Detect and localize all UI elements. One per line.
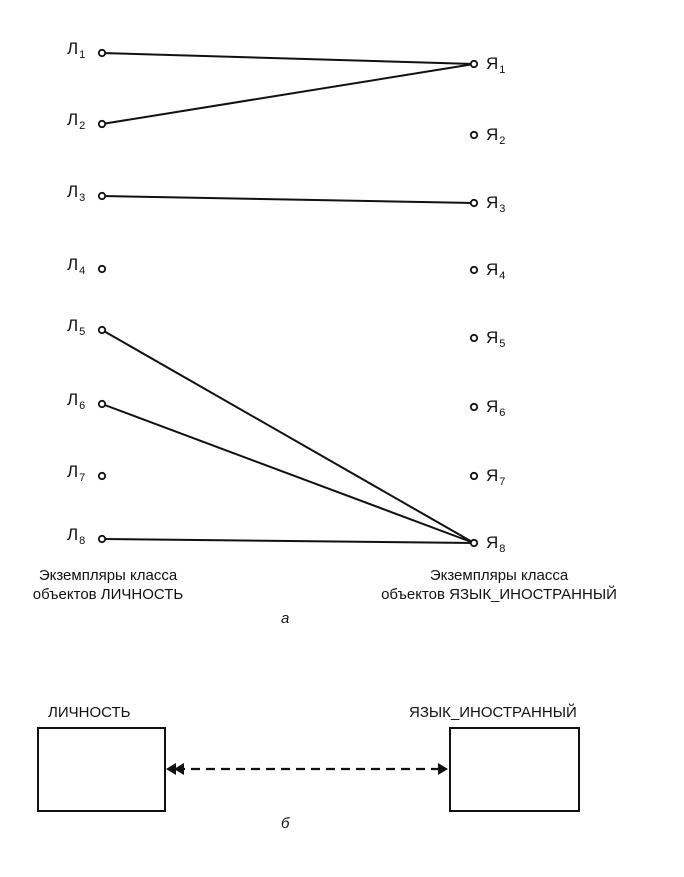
node-label-l2-index: 2 (79, 120, 86, 132)
node-label-l8-index: 8 (79, 535, 86, 547)
link-l5-ya8 (102, 330, 474, 543)
node-label-l1 (67, 39, 85, 61)
node-label-ya3-index: 3 (499, 203, 506, 215)
node-label-ya3 (486, 193, 505, 215)
arrow-head-right-icon (438, 763, 448, 775)
node-l4-dot (99, 266, 105, 272)
node-l1-dot (99, 50, 105, 56)
link-l1-ya1 (102, 53, 474, 64)
node-label-l7-letter: Л (67, 462, 79, 481)
node-label-l5 (67, 316, 85, 338)
node-label-ya2-index: 2 (499, 135, 506, 147)
node-label-l6 (67, 390, 85, 412)
node-ya1-dot (471, 61, 477, 67)
node-label-ya7-letter: Я (486, 466, 499, 485)
node-label-l2 (67, 110, 85, 132)
node-label-l3 (67, 182, 85, 204)
links-layer (102, 53, 474, 543)
node-ya7-dot (471, 473, 477, 479)
node-label-l8-letter: Л (67, 525, 79, 544)
relationship-connector (166, 763, 448, 775)
node-label-ya5 (486, 328, 505, 350)
node-label-l6-letter: Л (67, 390, 79, 409)
node-label-ya8-index: 8 (499, 543, 506, 555)
node-label-l2-letter: Л (67, 110, 79, 129)
node-l7-dot (99, 473, 105, 479)
node-ya8-dot (471, 540, 477, 546)
node-label-l7-index: 7 (79, 472, 86, 484)
sublabel-a: а (281, 610, 290, 627)
node-label-ya5-index: 5 (499, 338, 506, 350)
node-label-l6-index: 6 (79, 400, 86, 412)
node-label-ya6 (486, 397, 505, 419)
node-label-ya1-index: 1 (499, 64, 506, 76)
right-caption (348, 566, 650, 604)
node-label-ya6-index: 6 (499, 407, 506, 419)
node-label-l3-letter: Л (67, 182, 79, 201)
node-label-ya3-letter: Я (486, 193, 499, 212)
node-l3-dot (99, 193, 105, 199)
node-label-ya8-letter: Я (486, 533, 499, 552)
node-label-l5-letter: Л (67, 316, 79, 335)
entity-box-yazyk (449, 727, 580, 812)
node-label-ya4-letter: Я (486, 260, 499, 279)
node-label-ya7-index: 7 (499, 476, 506, 488)
node-ya4-dot (471, 267, 477, 273)
link-l3-ya3 (102, 196, 474, 203)
left-caption-line1: Экземпляры класса (38, 567, 178, 584)
node-label-l4 (67, 255, 85, 277)
node-label-ya7 (486, 466, 505, 488)
node-ya2-dot (471, 132, 477, 138)
node-l8-dot (99, 536, 105, 542)
entity-label-lichnost: ЛИЧНОСТЬ (48, 704, 131, 721)
right-caption-line1: Экземпляры класса (429, 567, 569, 584)
node-label-l5-index: 5 (79, 326, 86, 338)
link-l6-ya8 (102, 404, 474, 543)
node-l2-dot (99, 121, 105, 127)
node-ya6-dot (471, 404, 477, 410)
dots-layer (99, 50, 477, 546)
node-label-ya4 (486, 260, 505, 282)
node-label-l3-index: 3 (79, 192, 86, 204)
node-l6-dot (99, 401, 105, 407)
link-l2-ya1 (102, 64, 474, 124)
node-label-l4-letter: Л (67, 255, 79, 274)
node-label-ya8 (486, 533, 505, 555)
node-label-l7 (67, 462, 85, 484)
left-caption (8, 566, 208, 604)
node-label-l8 (67, 525, 85, 547)
node-label-ya2 (486, 125, 505, 147)
node-label-ya1-letter: Я (486, 54, 499, 73)
node-label-l4-index: 4 (79, 265, 86, 277)
node-label-ya6-letter: Я (486, 397, 499, 416)
entity-box-lichnost (37, 727, 166, 812)
node-label-ya1 (486, 54, 505, 76)
right-caption-line2: объектов ЯЗЫК_ИНОСТРАННЫЙ (381, 586, 617, 603)
node-ya3-dot (471, 200, 477, 206)
link-l8-ya8 (102, 539, 474, 543)
node-ya5-dot (471, 335, 477, 341)
node-label-ya4-index: 4 (499, 270, 506, 282)
node-l5-dot (99, 327, 105, 333)
node-label-l1-letter: Л (67, 39, 79, 58)
left-caption-line2: объектов ЛИЧНОСТЬ (32, 586, 184, 603)
node-label-ya5-letter: Я (486, 328, 499, 347)
node-label-ya2-letter: Я (486, 125, 499, 144)
node-label-l1-index: 1 (79, 49, 86, 61)
entity-label-yazyk: ЯЗЫК_ИНОСТРАННЫЙ (409, 704, 577, 721)
sublabel-b: б (281, 815, 290, 832)
